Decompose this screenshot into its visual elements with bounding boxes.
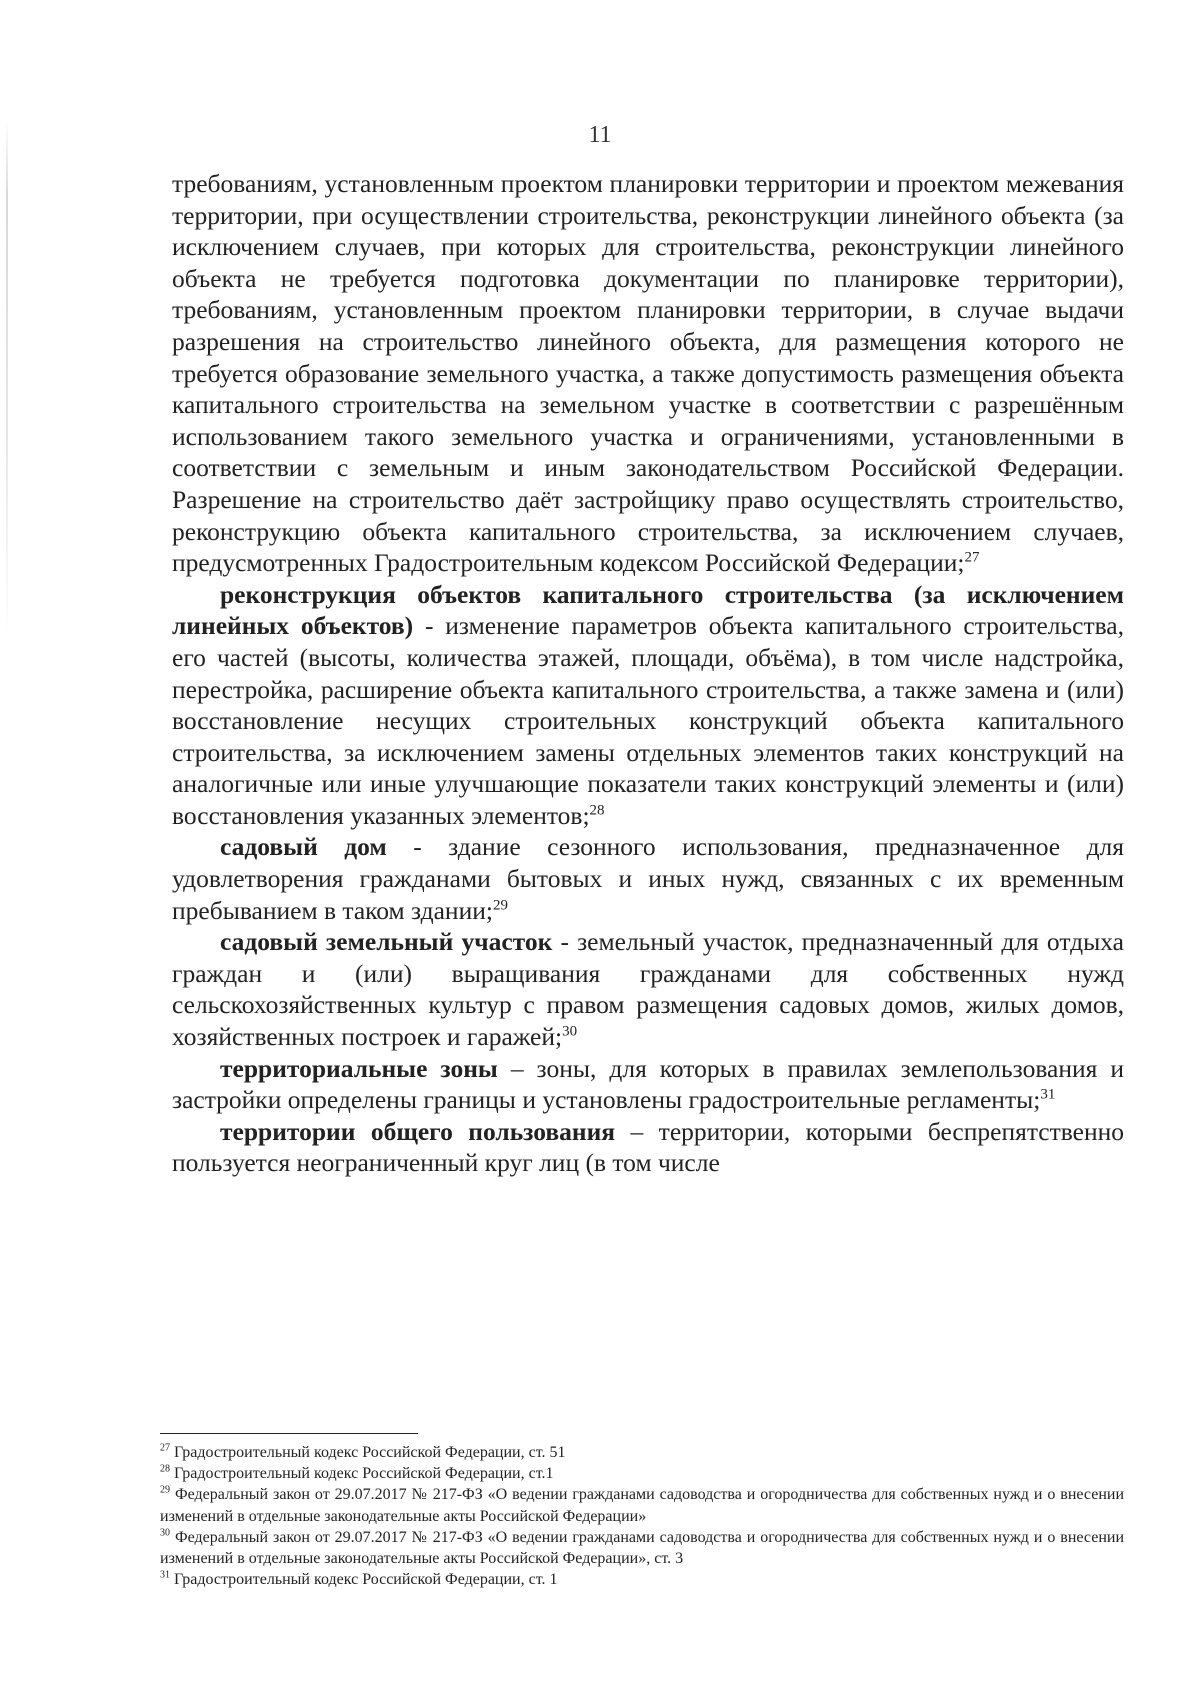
footnote xyxy=(160,1569,1124,1590)
page-number: 11 xyxy=(588,122,612,148)
defined-term: садовый земельный участок xyxy=(220,927,553,957)
paragraph-text: - изменение параметров объекта капитального строительства, его частей (высоты, количества этажей, площади, объёма), в том числе надстройка, перестройка, расширение объекта капитального строительства, а также замена и (или) восстановление несущих строительных конструкций объекта капитального строительства, за исключением замены отдельных элементов таких конструкций на аналогичные или иные улучшающие показатели таких конструкций элементы и (или) восстановления указанных элементов; xyxy=(172,611,1124,830)
paragraph-text: – территории, которыми беспрепятственно пользуется неограниченный круг лиц (в том числе xyxy=(172,1116,1124,1178)
footnote-separator xyxy=(160,1433,418,1434)
scan-edge-shadow xyxy=(6,120,8,640)
paragraph-territorial-zones xyxy=(172,1053,1124,1116)
footnote-ref: 28 xyxy=(589,802,605,819)
document-body xyxy=(172,168,1124,1179)
defined-term: территориальные зоны xyxy=(220,1053,498,1083)
footnote-number: 29 xyxy=(160,1485,170,1497)
footnote-text: Федеральный закон от 29.07.2017 № 217-ФЗ «О ведении гражданами садоводства и огородничества для собственных нужд и о внесении изменений в отдельные законодательные акты Российской Федерации», ст. 3 xyxy=(160,1528,1124,1568)
defined-term: садовый дом xyxy=(220,832,387,862)
footnote xyxy=(160,1463,1124,1484)
defined-term: территории общего пользования xyxy=(220,1116,616,1146)
footnote-text: Федеральный закон от 29.07.2017 № 217-ФЗ «О ведении гражданами садоводства и огородничества для собственных нужд и о внесении изменений в отдельные законодательные акты Российской Федерации» xyxy=(160,1486,1124,1525)
paragraph-garden-house xyxy=(172,831,1124,926)
paragraph-text: - земельный участок, предназначенный для отдыха граждан и (или) выращивания гражданами для собственных нужд сельскохозяйственных культур с правом размещения садовых домов, жилых домов, хозяйственных построек и гаражей; xyxy=(172,927,1124,1052)
paragraph-permit-continuation xyxy=(172,168,1124,579)
footnote-number: 31 xyxy=(160,1569,170,1581)
footnote-text: Градостроительный кодекс Российской Федерации, ст. 51 xyxy=(170,1444,566,1461)
paragraph-garden-plot xyxy=(172,926,1124,1052)
footnotes xyxy=(160,1442,1124,1590)
paragraph-text: – зоны, для которых в правилах землепользования и застройки определены границы и установлены градостроительные регламенты; xyxy=(172,1053,1124,1115)
footnote-text: Градостроительный кодекс Российской Федерации, ст.1 xyxy=(170,1465,554,1483)
footnote xyxy=(160,1484,1124,1526)
footnote-ref: 29 xyxy=(492,897,508,914)
footnote xyxy=(160,1442,1124,1463)
footnote-number: 27 xyxy=(160,1442,170,1454)
paragraph-text: требованиям, установленным проектом планировки территории и проектом межевания территории, при осуществлении строительства, реконструкции линейного объекта (за исключением случаев, при которых для строительства, реконструкции линейного объекта не требуется подготовка документации по планировке территории), требованиям, установленным проектом планировки территории, в случае выдачи разрешения на строительство линейного объекта, для размещения которого не требуется образование земельного участка, а также допустимость размещения объекта капитального строительства на земельном участке в соответствии с разрешённым использованием такого земельного участка и ограничениями, установленными в соответствии с земельным и иным законодательством Российской Федерации. Разрешение на строительство даёт застройщику право осуществлять строительство, реконструкцию объекта капитального строительства, за исключением случаев, предусмотренных Градостроительным кодексом Российской Федерации; xyxy=(172,169,1124,578)
footnote-ref: 27 xyxy=(964,549,980,566)
defined-term: реконструкция объектов капитального строительства (за исключением линейных объектов) xyxy=(172,579,1124,641)
footnote-ref: 31 xyxy=(1040,1086,1056,1103)
footnote-number: 30 xyxy=(160,1527,170,1539)
footnote-ref: 30 xyxy=(562,1023,578,1040)
footnote-text: Градостроительный кодекс Российской Федерации, ст. 1 xyxy=(170,1571,558,1589)
footnote xyxy=(160,1527,1124,1569)
footnote-number: 28 xyxy=(160,1463,170,1475)
paragraph-text: - здание сезонного использования, предназначенное для удовлетворения гражданами бытовых и иных нужд, связанных с их временным пребыванием в таком здании; xyxy=(172,832,1124,925)
paragraph-public-territories xyxy=(172,1116,1124,1179)
paragraph-reconstruction xyxy=(172,579,1124,832)
